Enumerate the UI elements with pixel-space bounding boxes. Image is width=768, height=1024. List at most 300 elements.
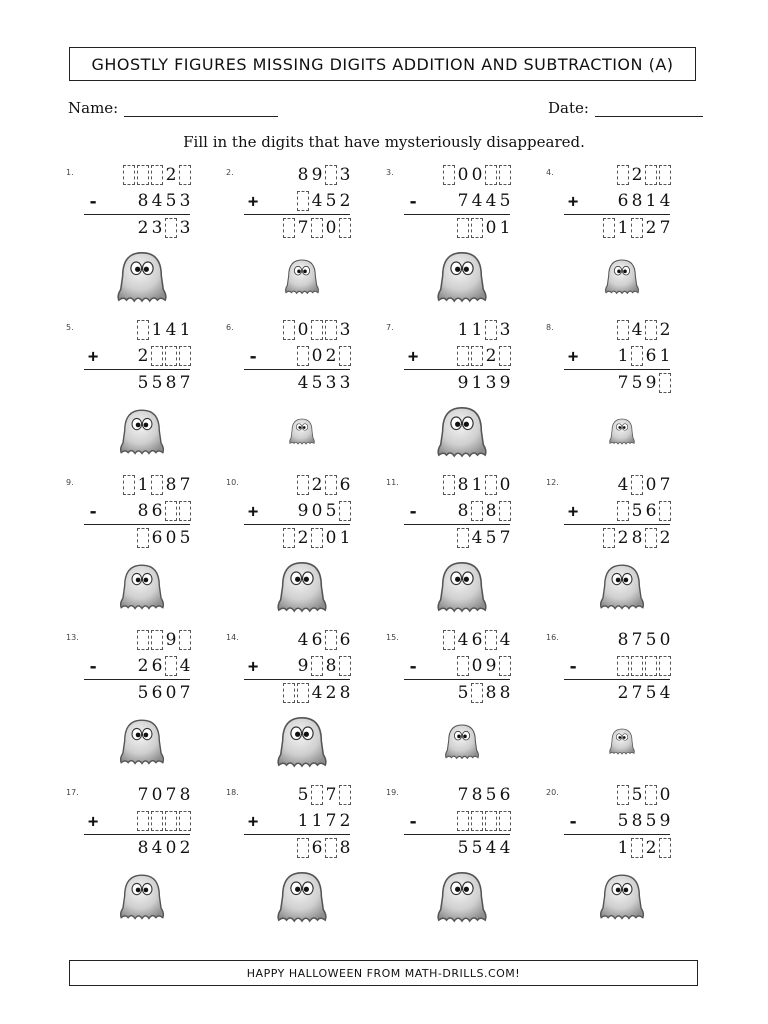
plus-sign: +	[248, 657, 259, 677]
missing-digit-box[interactable]	[137, 811, 149, 831]
missing-digit-box[interactable]	[457, 811, 469, 831]
digit: 4	[659, 683, 671, 703]
problem-number: 7.	[386, 323, 394, 332]
digit: 0	[457, 165, 469, 185]
digit: 3	[339, 373, 351, 393]
missing-digit-box[interactable]	[339, 346, 351, 366]
problem-mid-row	[616, 190, 672, 212]
missing-digit-box[interactable]	[471, 346, 483, 366]
problem-mid-row	[296, 345, 352, 367]
ghost-icon	[602, 256, 642, 296]
digit: 0	[645, 475, 657, 495]
missing-digit-box[interactable]	[311, 218, 323, 238]
missing-digit-box[interactable]	[325, 475, 337, 495]
missing-digit-box[interactable]	[603, 218, 615, 238]
digit: 5	[137, 373, 149, 393]
missing-digit-box[interactable]	[457, 218, 469, 238]
missing-digit-box[interactable]	[603, 528, 615, 548]
digit: 8	[137, 838, 149, 858]
missing-digit-box[interactable]	[645, 656, 657, 676]
missing-digit-box[interactable]	[325, 320, 337, 340]
missing-digit-box[interactable]	[165, 656, 177, 676]
digit: 0	[659, 785, 671, 805]
problem-bot-row	[616, 682, 672, 704]
digit: 8	[485, 501, 497, 521]
digit: 7	[325, 785, 337, 805]
missing-digit-box[interactable]	[311, 656, 323, 676]
missing-digit-box[interactable]	[151, 630, 163, 650]
problem-number: 13.	[66, 633, 79, 642]
missing-digit-box[interactable]	[311, 785, 323, 805]
problem-card	[540, 319, 680, 499]
digit: 4	[617, 475, 629, 495]
missing-digit-box[interactable]	[471, 218, 483, 238]
digit: 4	[297, 630, 309, 650]
digit: 4	[165, 320, 177, 340]
missing-digit-box[interactable]	[179, 630, 191, 650]
sum-rule	[84, 834, 190, 835]
digit: 2	[137, 656, 149, 676]
problem-mid-row	[136, 655, 192, 677]
missing-digit-box[interactable]	[151, 811, 163, 831]
ghost-icon	[596, 870, 648, 922]
digit: 1	[499, 218, 511, 238]
missing-digit-box[interactable]	[485, 811, 497, 831]
problem-bot-row	[456, 527, 512, 549]
missing-digit-box[interactable]	[499, 165, 511, 185]
missing-digit-box[interactable]	[659, 656, 671, 676]
sum-rule	[244, 214, 350, 215]
digit: 8	[631, 811, 643, 831]
digit: 2	[179, 838, 191, 858]
digit: 1	[297, 811, 309, 831]
missing-digit-box[interactable]	[137, 320, 149, 340]
digit: 0	[499, 475, 511, 495]
minus-sign: -	[408, 657, 419, 677]
missing-digit-box[interactable]	[485, 475, 497, 495]
missing-digit-box[interactable]	[297, 475, 309, 495]
ghost-icon	[433, 867, 491, 925]
sum-rule	[84, 679, 190, 680]
problem-mid-row	[616, 500, 672, 522]
problem-bot-row	[282, 527, 352, 549]
digit: 2	[325, 346, 337, 366]
problem-top-row	[616, 474, 672, 496]
ghost-illustration	[596, 870, 648, 926]
ghost-illustration	[287, 416, 317, 450]
missing-digit-box[interactable]	[165, 218, 177, 238]
missing-digit-box[interactable]	[471, 683, 483, 703]
ghost-icon	[607, 726, 637, 756]
missing-digit-box[interactable]	[151, 165, 163, 185]
missing-digit-box[interactable]	[471, 811, 483, 831]
problem-card	[220, 784, 360, 964]
problem-card	[540, 784, 680, 964]
digit: 8	[325, 656, 337, 676]
missing-digit-box[interactable]	[165, 346, 177, 366]
digit: 5	[311, 373, 323, 393]
ghost-icon	[273, 867, 331, 925]
digit: 7	[457, 785, 469, 805]
missing-digit-box[interactable]	[499, 501, 511, 521]
missing-digit-box[interactable]	[325, 630, 337, 650]
missing-digit-box[interactable]	[645, 165, 657, 185]
digit: 0	[485, 218, 497, 238]
ghost-illustration	[442, 721, 482, 765]
digit: 6	[311, 630, 323, 650]
digit: 7	[137, 785, 149, 805]
missing-digit-box[interactable]	[485, 320, 497, 340]
problem-bot-row	[616, 837, 672, 859]
instructions: Fill in the digits that have mysteriously disappeared.	[183, 133, 585, 151]
ghost-illustration	[433, 402, 491, 464]
problem-top-row	[122, 164, 192, 186]
problem-bot-row	[296, 837, 352, 859]
missing-digit-box[interactable]	[631, 838, 643, 858]
digit: 2	[339, 191, 351, 211]
digit: 8	[339, 683, 351, 703]
minus-sign: -	[88, 657, 99, 677]
digit: 5	[297, 785, 309, 805]
missing-digit-box[interactable]	[617, 785, 629, 805]
missing-digit-box[interactable]	[645, 320, 657, 340]
problem-mid-row	[456, 345, 512, 367]
missing-digit-box[interactable]	[631, 346, 643, 366]
problem-top-row	[616, 164, 672, 186]
sum-rule	[404, 369, 510, 370]
missing-digit-box[interactable]	[659, 373, 671, 393]
missing-digit-box[interactable]	[297, 191, 309, 211]
digit: 6	[645, 501, 657, 521]
digit: 1	[471, 475, 483, 495]
problem-top-row	[442, 629, 512, 651]
digit: 2	[137, 346, 149, 366]
date-field[interactable]	[548, 98, 703, 117]
digit: 7	[325, 811, 337, 831]
digit: 9	[499, 373, 511, 393]
missing-digit-box[interactable]	[123, 165, 135, 185]
digit: 6	[499, 785, 511, 805]
problem-mid-row	[136, 500, 192, 522]
problem-bot-row	[456, 372, 512, 394]
problem-card	[60, 164, 200, 344]
missing-digit-box[interactable]	[325, 165, 337, 185]
date-line[interactable]	[595, 98, 703, 117]
digit: 5	[457, 838, 469, 858]
digit: 8	[631, 191, 643, 211]
digit: 5	[645, 630, 657, 650]
missing-digit-box[interactable]	[283, 528, 295, 548]
missing-digit-box[interactable]	[339, 656, 351, 676]
digit: 0	[325, 218, 337, 238]
digit: 3	[339, 165, 351, 185]
missing-digit-box[interactable]	[297, 346, 309, 366]
digit: 2	[339, 811, 351, 831]
problem-mid-row	[456, 500, 512, 522]
digit: 4	[471, 191, 483, 211]
digit: 9	[297, 656, 309, 676]
sum-rule	[564, 679, 670, 680]
digit: 9	[297, 501, 309, 521]
problem-top-row	[616, 319, 672, 341]
digit: 0	[325, 528, 337, 548]
plus-sign: +	[568, 502, 579, 522]
problem-number: 4.	[546, 168, 554, 177]
digit: 8	[297, 165, 309, 185]
missing-digit-box[interactable]	[659, 838, 671, 858]
digit: 7	[179, 373, 191, 393]
missing-digit-box[interactable]	[283, 683, 295, 703]
problem-card	[60, 629, 200, 809]
digit: 5	[471, 838, 483, 858]
digit: 0	[311, 501, 323, 521]
plus-sign: +	[88, 347, 99, 367]
digit: 8	[137, 191, 149, 211]
digit: 0	[471, 656, 483, 676]
problem-top-row	[296, 164, 352, 186]
ghost-illustration	[116, 405, 168, 461]
problem-bot-row	[456, 217, 512, 239]
missing-digit-box[interactable]	[123, 475, 135, 495]
ghost-icon	[433, 557, 491, 615]
missing-digit-box[interactable]	[645, 528, 657, 548]
missing-digit-box[interactable]	[179, 165, 191, 185]
digit: 1	[659, 346, 671, 366]
ghost-icon	[116, 560, 168, 612]
missing-digit-box[interactable]	[617, 165, 629, 185]
sum-rule	[244, 679, 350, 680]
digit: 4	[499, 630, 511, 650]
minus-sign: -	[408, 812, 419, 832]
problem-top-row	[296, 474, 352, 496]
missing-digit-box[interactable]	[457, 346, 469, 366]
missing-digit-box[interactable]	[137, 165, 149, 185]
missing-digit-box[interactable]	[137, 528, 149, 548]
missing-digit-box[interactable]	[283, 320, 295, 340]
missing-digit-box[interactable]	[659, 501, 671, 521]
problem-bot-row	[136, 372, 192, 394]
digit: 1	[339, 528, 351, 548]
problem-card	[380, 784, 520, 964]
digit: 7	[631, 683, 643, 703]
digit: 2	[659, 528, 671, 548]
problem-mid-row	[296, 655, 352, 677]
missing-digit-box[interactable]	[499, 811, 511, 831]
digit: 2	[645, 218, 657, 238]
missing-digit-box[interactable]	[151, 346, 163, 366]
problem-mid-row	[456, 655, 512, 677]
missing-digit-box[interactable]	[499, 346, 511, 366]
problem-number: 10.	[226, 478, 239, 487]
problem-top-row	[456, 319, 512, 341]
problem-card	[540, 474, 680, 654]
ghost-illustration	[273, 557, 331, 619]
digit: 0	[165, 683, 177, 703]
footer-box	[69, 960, 698, 986]
minus-sign: -	[88, 192, 99, 212]
problem-card	[220, 629, 360, 809]
problem-number: 12.	[546, 478, 559, 487]
missing-digit-box[interactable]	[165, 811, 177, 831]
missing-digit-box[interactable]	[499, 656, 511, 676]
missing-digit-box[interactable]	[283, 218, 295, 238]
sum-rule	[244, 834, 350, 835]
missing-digit-box[interactable]	[485, 630, 497, 650]
missing-digit-box[interactable]	[339, 501, 351, 521]
problem-top-row	[122, 474, 192, 496]
missing-digit-box[interactable]	[137, 630, 149, 650]
ghost-icon	[433, 247, 491, 305]
digit: 3	[179, 218, 191, 238]
sum-rule	[84, 524, 190, 525]
digit: 8	[165, 475, 177, 495]
digit: 8	[485, 683, 497, 703]
problem-mid-row	[616, 655, 672, 677]
digit: 6	[151, 528, 163, 548]
missing-digit-box[interactable]	[631, 475, 643, 495]
digit: 5	[151, 373, 163, 393]
problem-bot-row	[136, 682, 192, 704]
missing-digit-box[interactable]	[631, 656, 643, 676]
name-field[interactable]	[68, 98, 278, 117]
ghost-icon	[116, 405, 168, 457]
digit: 4	[485, 838, 497, 858]
problem-card	[380, 319, 520, 499]
problem-mid-row	[136, 190, 192, 212]
problem-top-row	[442, 164, 512, 186]
problem-mid-row	[136, 345, 192, 367]
problem-mid-row	[616, 345, 672, 367]
missing-digit-box[interactable]	[659, 165, 671, 185]
worksheet-title: GHOSTLY FIGURES MISSING DIGITS ADDITION AND SUBTRACTION (A)	[91, 54, 674, 74]
ghost-icon	[607, 416, 637, 446]
problem-mid-row	[456, 810, 512, 832]
sum-rule	[404, 524, 510, 525]
missing-digit-box[interactable]	[311, 320, 323, 340]
problem-bot-row	[136, 217, 192, 239]
missing-digit-box[interactable]	[617, 320, 629, 340]
missing-digit-box[interactable]	[443, 165, 455, 185]
digit: 5	[645, 811, 657, 831]
missing-digit-box[interactable]	[471, 501, 483, 521]
problem-number: 6.	[226, 323, 234, 332]
missing-digit-box[interactable]	[457, 656, 469, 676]
missing-digit-box[interactable]	[457, 528, 469, 548]
missing-digit-box[interactable]	[297, 683, 309, 703]
digit: 7	[179, 683, 191, 703]
problem-number: 2.	[226, 168, 234, 177]
digit: 5	[165, 191, 177, 211]
problem-bot-row	[456, 837, 512, 859]
missing-digit-box[interactable]	[485, 165, 497, 185]
missing-digit-box[interactable]	[165, 501, 177, 521]
digit: 5	[617, 811, 629, 831]
digit: 7	[499, 528, 511, 548]
digit: 6	[471, 630, 483, 650]
problem-card	[380, 474, 520, 654]
missing-digit-box[interactable]	[179, 501, 191, 521]
digit: 5	[325, 501, 337, 521]
digit: 9	[485, 656, 497, 676]
problem-mid-row	[136, 810, 192, 832]
digit: 6	[151, 656, 163, 676]
digit: 2	[165, 165, 177, 185]
digit: 3	[151, 218, 163, 238]
digit: 2	[137, 218, 149, 238]
digit: 5	[457, 683, 469, 703]
digit: 3	[325, 373, 337, 393]
ghost-icon	[116, 715, 168, 767]
ghost-illustration	[433, 247, 491, 309]
ghost-icon	[116, 870, 168, 922]
worksheet-title-box	[69, 47, 696, 81]
digit: 2	[485, 346, 497, 366]
problem-number: 19.	[386, 788, 399, 797]
missing-digit-box[interactable]	[151, 475, 163, 495]
missing-digit-box[interactable]	[339, 785, 351, 805]
digit: 7	[297, 218, 309, 238]
missing-digit-box[interactable]	[443, 475, 455, 495]
problem-top-row	[136, 319, 192, 341]
digit: 1	[617, 838, 629, 858]
digit: 6	[151, 501, 163, 521]
missing-digit-box[interactable]	[297, 838, 309, 858]
digit: 3	[485, 373, 497, 393]
digit: 9	[645, 373, 657, 393]
digit: 6	[645, 346, 657, 366]
digit: 1	[617, 346, 629, 366]
problem-mid-row	[616, 810, 672, 832]
missing-digit-box[interactable]	[179, 346, 191, 366]
digit: 8	[471, 785, 483, 805]
problem-mid-row	[456, 190, 512, 212]
problem-bot-row	[282, 217, 352, 239]
digit: 3	[179, 191, 191, 211]
missing-digit-box[interactable]	[311, 528, 323, 548]
problem-bot-row	[456, 682, 512, 704]
missing-digit-box[interactable]	[617, 656, 629, 676]
missing-digit-box[interactable]	[325, 838, 337, 858]
digit: 5	[325, 191, 337, 211]
digit: 8	[499, 683, 511, 703]
missing-digit-box[interactable]	[631, 218, 643, 238]
missing-digit-box[interactable]	[617, 501, 629, 521]
name-line[interactable]	[124, 98, 278, 117]
missing-digit-box[interactable]	[645, 785, 657, 805]
digit: 1	[179, 320, 191, 340]
problem-number: 14.	[226, 633, 239, 642]
missing-digit-box[interactable]	[339, 218, 351, 238]
digit: 3	[499, 320, 511, 340]
digit: 0	[165, 528, 177, 548]
digit: 5	[645, 683, 657, 703]
missing-digit-box[interactable]	[179, 811, 191, 831]
digit: 0	[311, 346, 323, 366]
plus-sign: +	[248, 812, 259, 832]
missing-digit-box[interactable]	[443, 630, 455, 650]
digit: 6	[617, 191, 629, 211]
digit: 1	[311, 811, 323, 831]
digit: 7	[165, 785, 177, 805]
digit: 2	[645, 838, 657, 858]
problem-number: 3.	[386, 168, 394, 177]
digit: 0	[659, 630, 671, 650]
problem-number: 20.	[546, 788, 559, 797]
digit: 1	[471, 373, 483, 393]
problem-card	[380, 629, 520, 809]
digit: 3	[339, 320, 351, 340]
problem-bot-row	[282, 682, 352, 704]
